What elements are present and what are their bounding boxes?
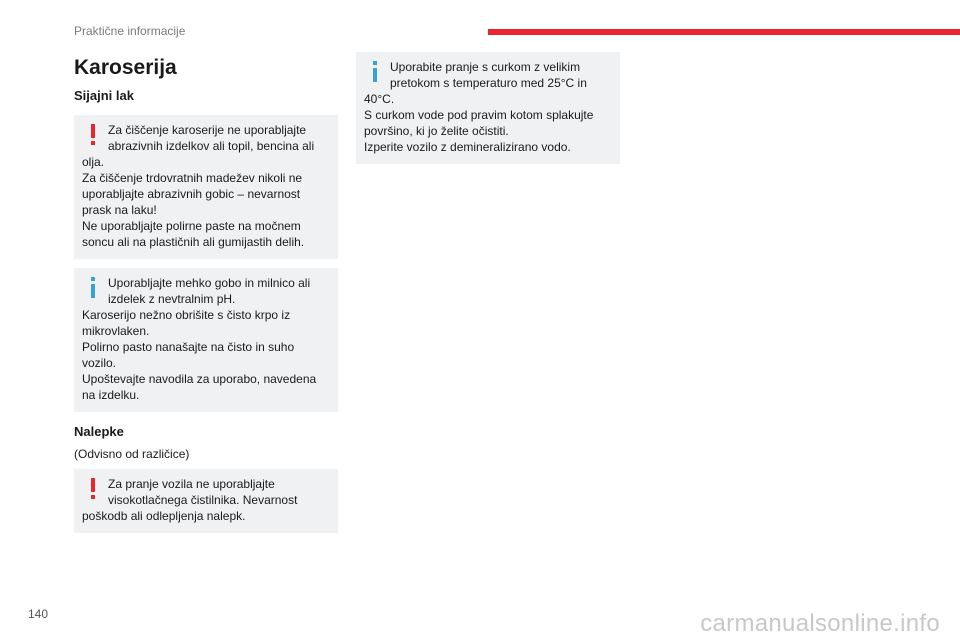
glossy-paint-info-box — [74, 268, 338, 412]
warning-icon — [84, 478, 104, 500]
info-text: Karoserijo nežno obrišite s čisto krpo iz mikrovlaken. — [82, 308, 291, 338]
stickers-warning-box — [74, 469, 338, 533]
stickers-heading: Nalepke — [74, 424, 124, 439]
header-accent-bar — [488, 29, 960, 35]
warning-text: Za čiščenje trdovratnih madežev nikoli ne uporabljajte abrazivnih gobic – nevarnost prask na laku! — [82, 171, 303, 217]
info-text: Polirno pasto nanašajte na čisto in suho vozilo. — [82, 340, 295, 370]
info-icon — [84, 277, 104, 299]
warning-text: Za pranje vozila ne uporabljajte visokotlačnega čistilnika. Nevarnost poškodb ali odlepljenja nalepk. — [82, 477, 298, 523]
variant-note: (Odvisno od različice) — [74, 447, 190, 461]
warning-text: Ne uporabljajte polirne paste na močnem soncu ali na plastičnih ali gumijastih delih. — [82, 219, 305, 249]
washing-info-box — [356, 52, 620, 164]
warning-icon — [84, 124, 104, 146]
glossy-paint-warning-box — [74, 115, 338, 259]
middle-column — [356, 52, 620, 164]
info-text: Uporabite pranje s curkom z velikim pretokom s temperaturo med 25°C in 40°C. — [364, 60, 587, 106]
info-text: Upoštevajte navodila za uporabo, navedena na izdelku. — [82, 372, 317, 402]
info-text: Uporabljajte mehko gobo in milnico ali izdelek z nevtralnim pH. — [108, 276, 311, 306]
info-text: Izperite vozilo z demineralizirano vodo. — [364, 140, 571, 154]
watermark: carmanualsonline.info — [700, 610, 940, 637]
glossy-paint-heading: Sijajni lak — [74, 88, 134, 103]
page-number: 140 — [28, 607, 49, 621]
warning-text: Za čiščenje karoserije ne uporabljajte abrazivnih izdelkov ali topil, bencina ali olja. — [82, 123, 315, 169]
info-icon — [366, 61, 386, 83]
section-title: Karoserija — [74, 56, 177, 79]
left-column — [74, 52, 338, 533]
info-text: S curkom vode pod pravim kotom splakujte površino, ki jo želite očistiti. — [364, 108, 594, 138]
running-head: Praktične informacije — [74, 24, 186, 38]
